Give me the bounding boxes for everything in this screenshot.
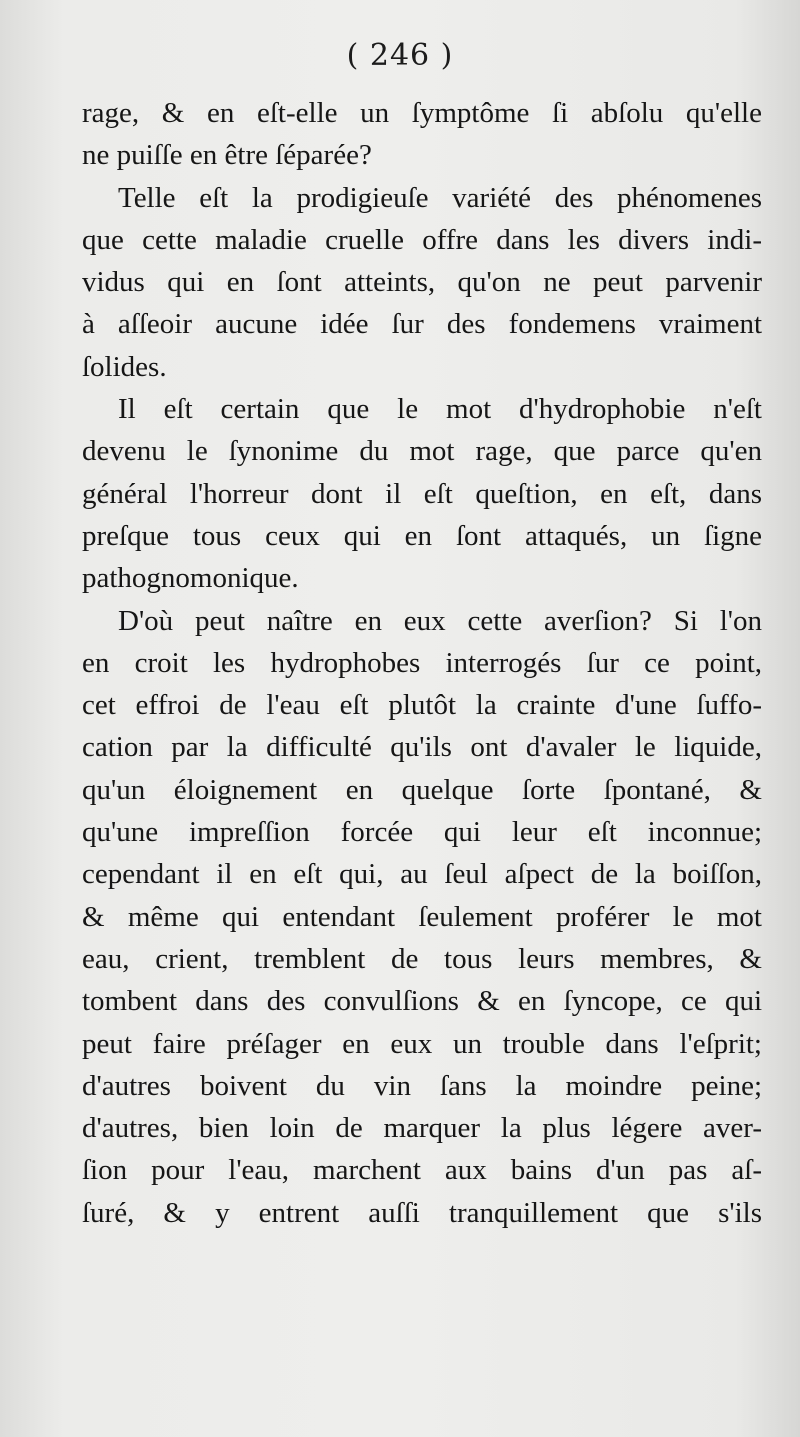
text-line: ſolides. (82, 350, 167, 383)
text-line: que cette maladie cruelle offre dans les divers indi- (82, 223, 762, 256)
text-line: cation par la difficulté qu'ils ont d'avaler le liquide, (82, 731, 762, 764)
body-text (82, 92, 762, 1234)
text-line: D'où peut naître en eux cette averſion? Si l'on (118, 604, 762, 637)
text-line: Il eſt certain que le mot d'hydrophobie n'eſt (118, 393, 762, 426)
text-line: en croit les hydrophobes interrogés ſur ce point, (82, 646, 762, 679)
text-line: eau, crient, tremblent de tous leurs membres, & (82, 942, 762, 975)
text-line: devenu le ſynonime du mot rage, que parce qu'en (82, 435, 762, 468)
text-line: Telle eſt la prodigieuſe variété des phénomenes (118, 181, 762, 214)
text-line: d'autres boivent du vin ſans la moindre peine; (82, 1069, 762, 1102)
text-line: ſion pour l'eau, marchent aux bains d'un pas aſ- (82, 1154, 762, 1187)
text-line: qu'une impreſſion forcée qui leur eſt inconnue; (82, 816, 762, 849)
text-line: ſuré, & y entrent auſſi tranquillement que s'ils (82, 1196, 762, 1229)
text-line: vidus qui en ſont atteints, qu'on ne peut parvenir (82, 266, 762, 299)
text-line: à aſſeoir aucune idée ſur des fondemens vraiment (82, 308, 762, 341)
text-line: tombent dans des convulſions & en ſyncope, ce qui (82, 985, 762, 1018)
text-line: preſque tous ceux qui en ſont attaqués, un ſigne (82, 519, 762, 552)
text-line: général l'horreur dont il eſt queſtion, en eſt, dans (82, 477, 762, 510)
page-number: ( 246 ) (346, 38, 454, 73)
text-line: qu'un éloignement en quelque ſorte ſpontané, & (82, 773, 762, 806)
text-line: d'autres, bien loin de marquer la plus légere aver- (82, 1112, 762, 1145)
text-line: rage, & en eſt-elle un ſymptôme ſi abſolu qu'elle (82, 97, 762, 129)
text-line: cet effroi de l'eau eſt plutôt la crainte d'une ſuffo- (82, 689, 762, 722)
text-line: & même qui entendant ſeulement proférer le mot (82, 900, 762, 933)
text-line: pathognomonique. (82, 562, 299, 595)
text-line: peut faire préſager en eux un trouble dans l'eſprit; (82, 1027, 762, 1060)
text-line: ne puiſſe en être ſéparée? (82, 139, 372, 172)
text-line: cependant il en eſt qui, au ſeul aſpect de la boiſſon, (82, 858, 762, 891)
